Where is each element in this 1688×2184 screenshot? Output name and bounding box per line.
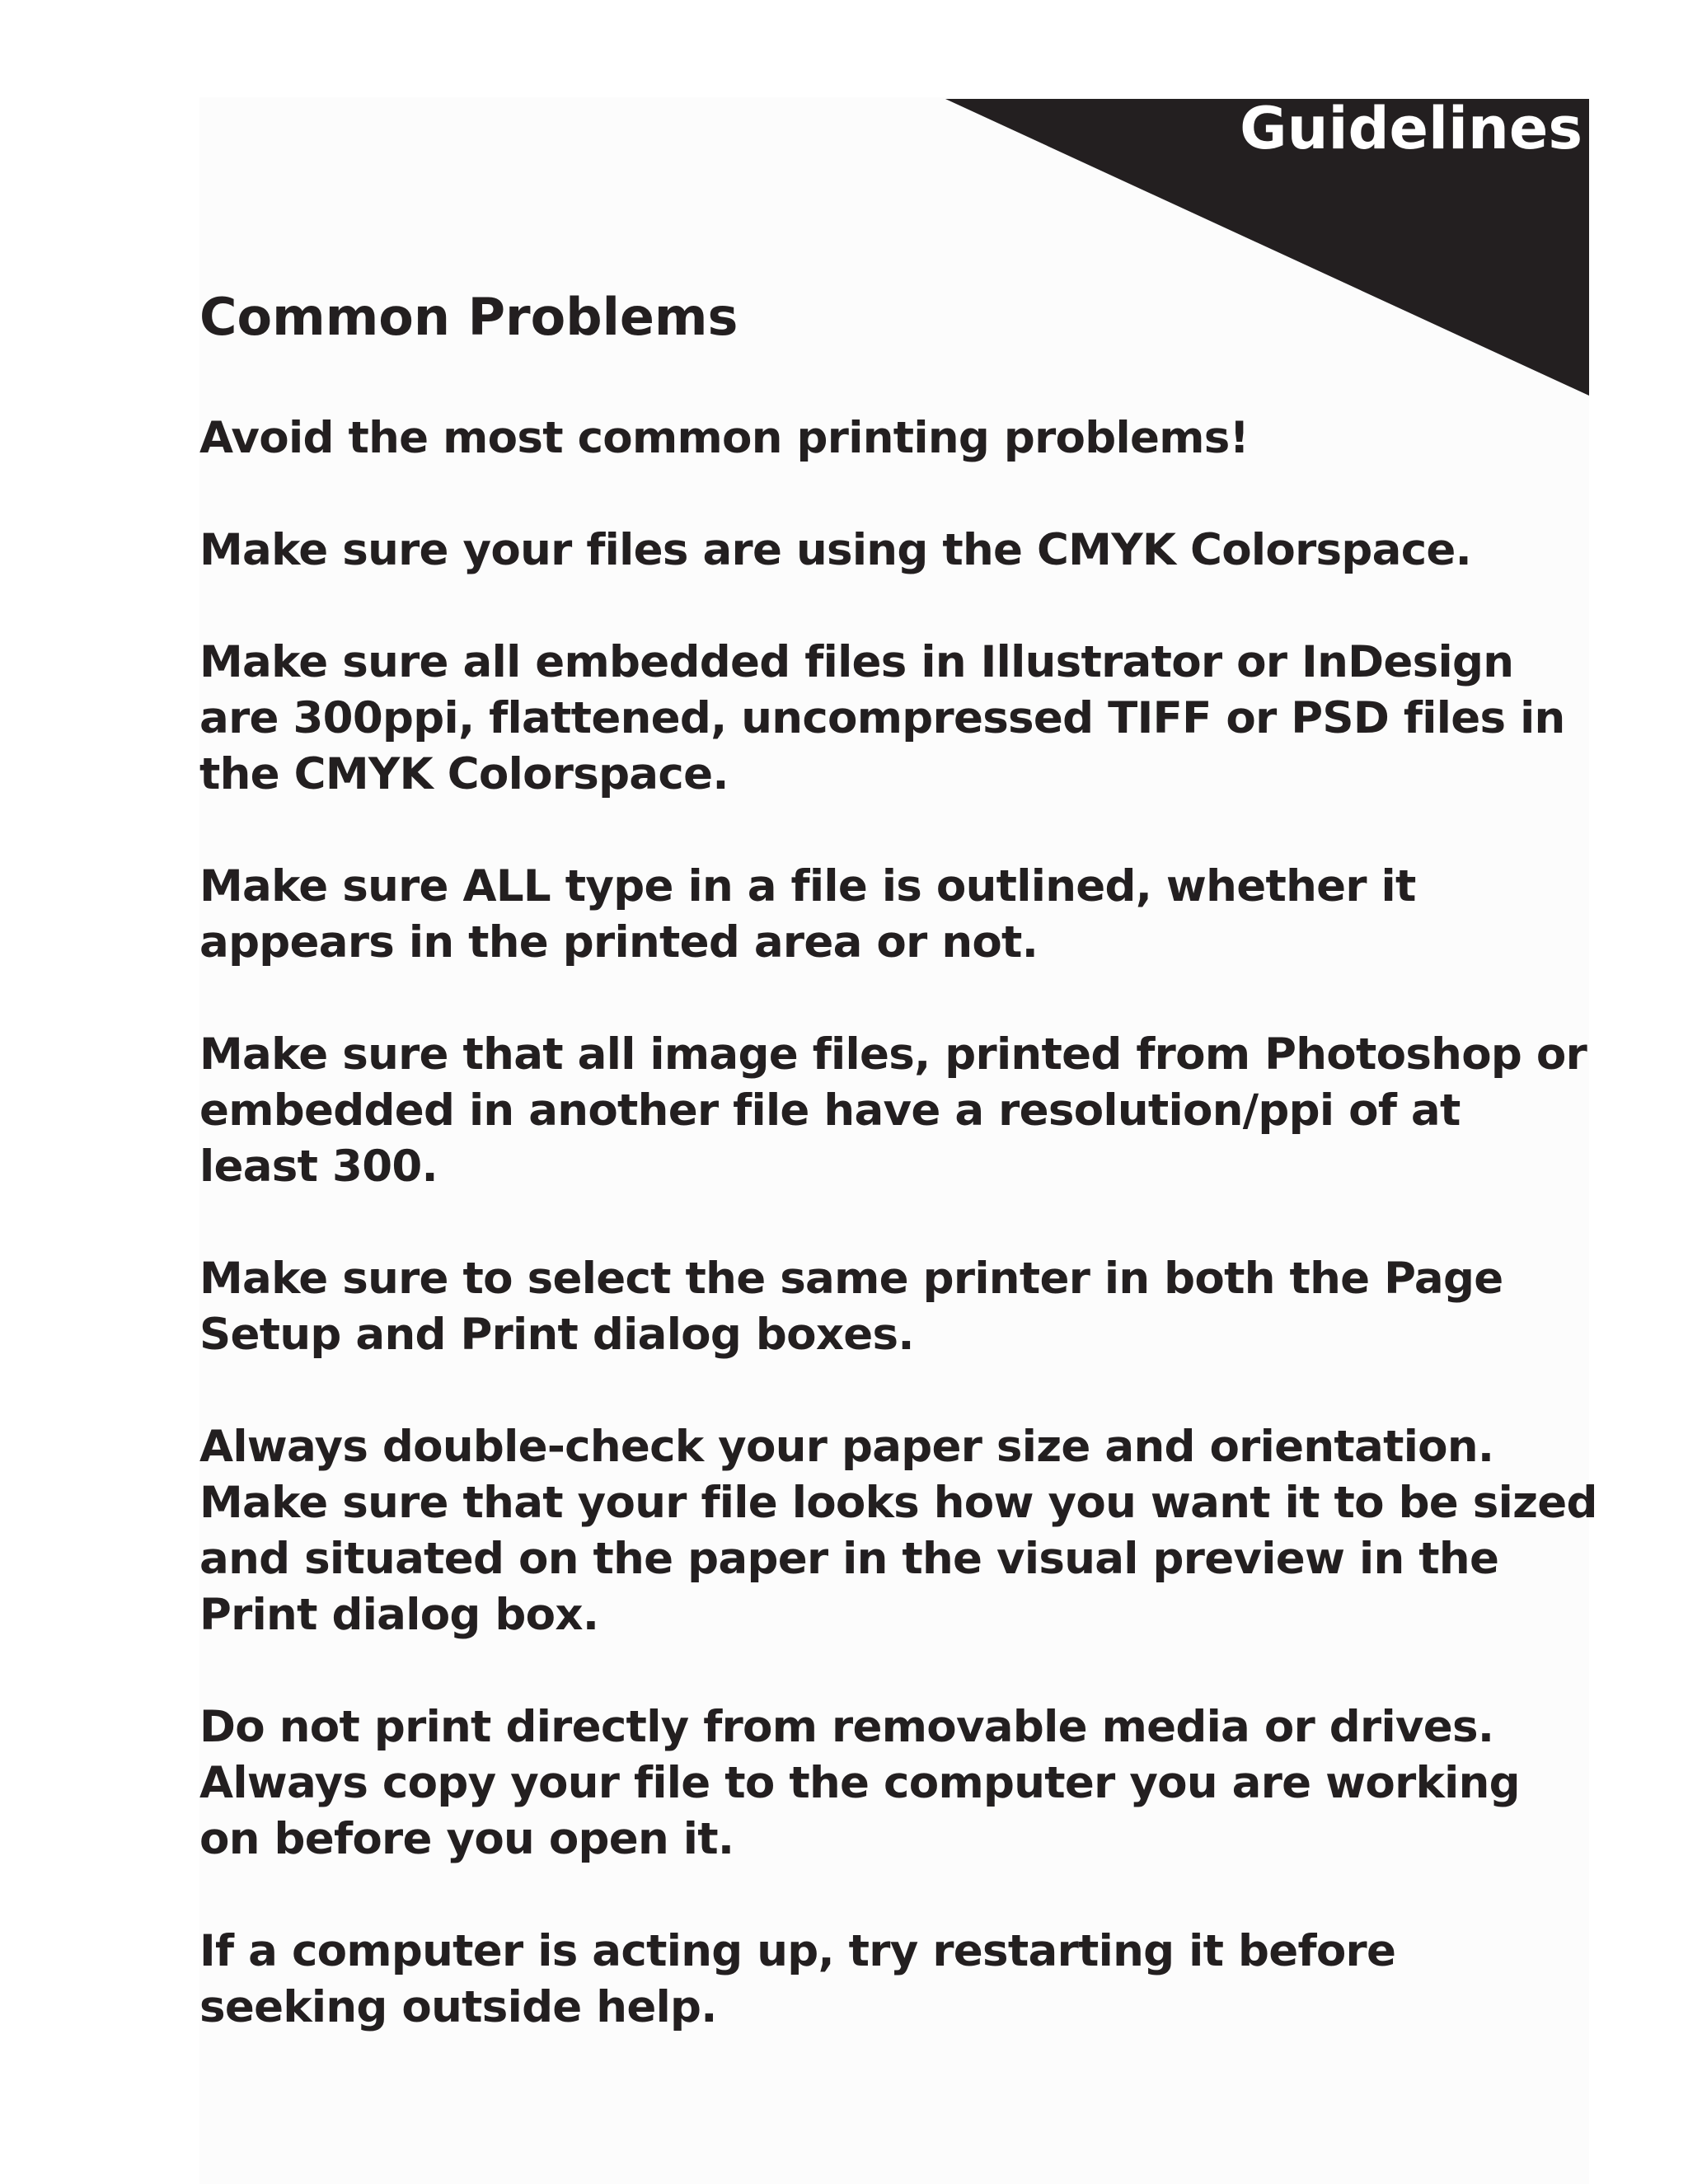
tip-paragraph xyxy=(199,523,1485,579)
tip-line: Do not print directly from removable media or drives. xyxy=(199,1702,1494,1752)
tip-line: least 300. xyxy=(199,1141,438,1192)
tip-line: are 300ppi, flattened, uncompressed TIFF or PSD files in xyxy=(199,693,1565,743)
tip-line: Setup and Print dialog boxes. xyxy=(199,1310,914,1360)
tip-line: Make sure ALL type in a file is outlined, whether it xyxy=(199,861,1416,912)
tip-line: seeking outside help. xyxy=(199,1982,717,2032)
tip-line: embedded in another file have a resolution/ppi of at xyxy=(199,1085,1461,1136)
tip-line: Make sure that all image files, printed from Photoshop or xyxy=(199,1029,1587,1080)
tip-paragraph xyxy=(199,410,1485,466)
section-heading: Common Problems xyxy=(199,287,738,347)
tip-line: Make sure all embedded files in Illustrator or InDesign xyxy=(199,637,1514,687)
tip-paragraph xyxy=(199,1419,1597,1643)
tip-paragraph xyxy=(199,859,1485,971)
tip-paragraph xyxy=(199,1027,1587,1195)
tip-paragraph xyxy=(199,1924,1485,2036)
tip-line: Make sure to select the same printer in both the Page xyxy=(199,1254,1503,1304)
page-title: Guidelines xyxy=(1240,95,1582,162)
tip-line: Make sure your files are using the CMYK Colorspace. xyxy=(199,525,1472,575)
tip-line: on before you open it. xyxy=(199,1814,734,1864)
tip-line: Avoid the most common printing problems! xyxy=(199,413,1250,463)
tip-line: Make sure that your file looks how you want it to be sized xyxy=(199,1478,1597,1528)
tip-paragraph xyxy=(199,1699,1520,1868)
tip-line: appears in the printed area or not. xyxy=(199,917,1039,968)
tip-paragraph xyxy=(199,635,1565,803)
tip-line: the CMYK Colorspace. xyxy=(199,749,729,799)
tip-line: Always double-check your paper size and orientation. xyxy=(199,1422,1494,1472)
tip-line: If a computer is acting up, try restarting it before xyxy=(199,1926,1396,1976)
tip-paragraph xyxy=(199,1251,1503,1363)
tip-line: Print dialog box. xyxy=(199,1590,599,1640)
main-content xyxy=(199,280,1597,2092)
tip-line: Always copy your file to the computer you are working xyxy=(199,1758,1520,1808)
tip-line: and situated on the paper in the visual preview in the xyxy=(199,1534,1499,1584)
tips-list xyxy=(199,410,1597,2036)
